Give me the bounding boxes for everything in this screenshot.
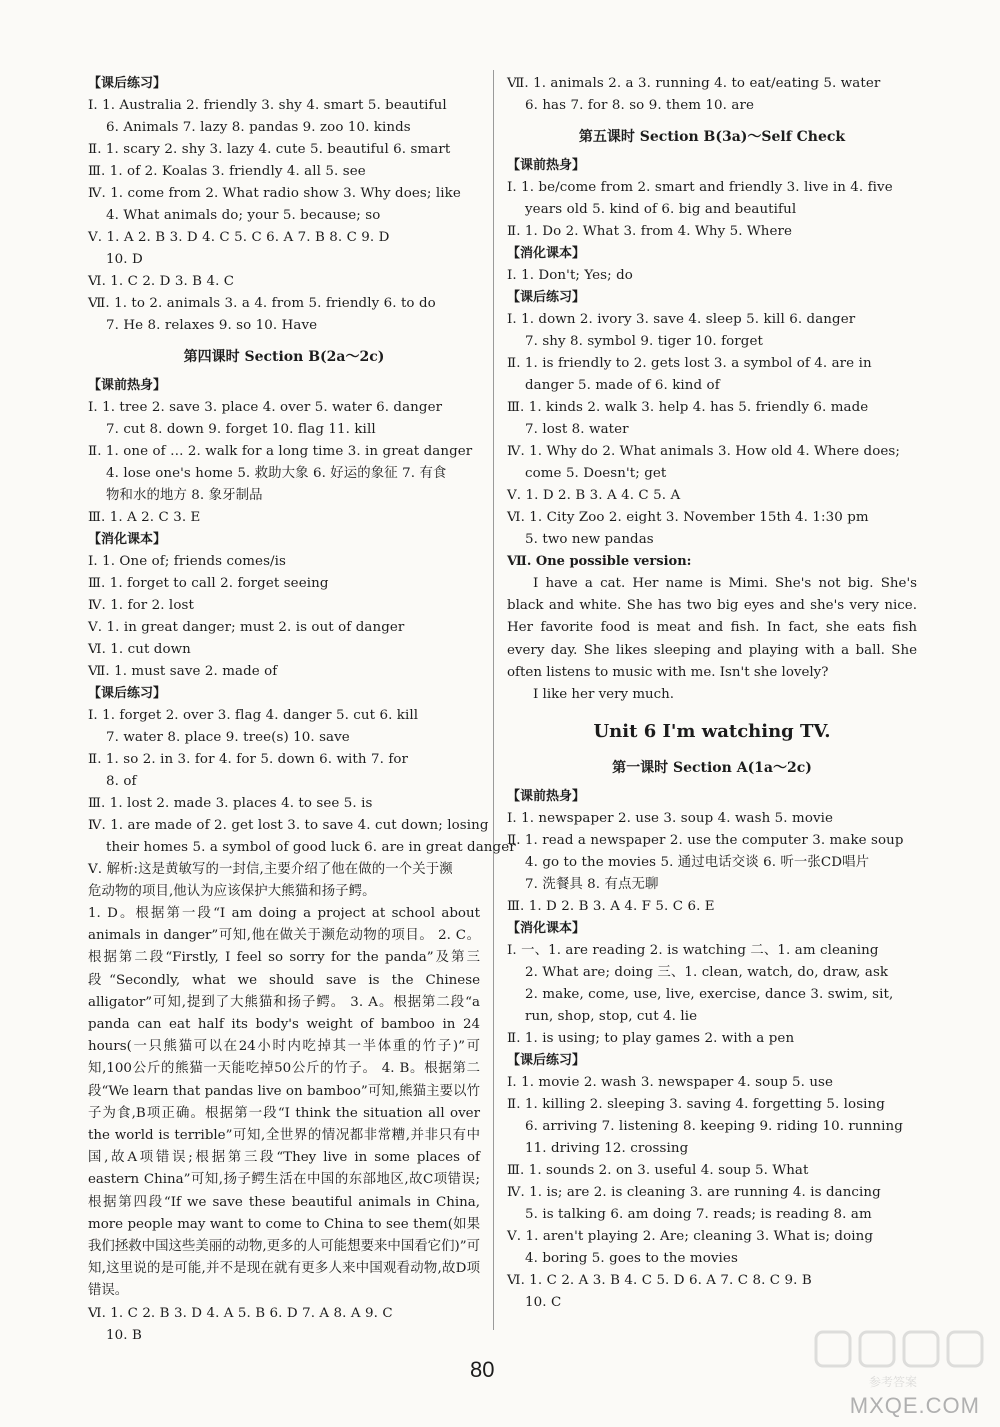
sample-essay: I have a cat. Her name is Mimi. She's not big. She's black and white. She has two big eyes and she's very nice. Her favorite food is meat and fish. In fact, she eats fish every day. She likes sleeping and playing with a ball. She often listens to music with me. Isn't she lovely? xyxy=(507,576,917,680)
answer-line: Ⅱ. 1. scary 2. shy 3. lazy 4. cute 5. beautiful 6. smart xyxy=(88,142,451,157)
answer-line: Ⅳ. 1. are made of 2. get lost 3. to save 4. cut down; losing xyxy=(88,818,489,833)
answer-line: 6. Animals 7. lazy 8. pandas 9. zoo 10. kinds xyxy=(106,120,411,135)
answer-line: Ⅲ. 1. kinds 2. walk 3. help 4. has 5. friendly 6. made xyxy=(507,400,869,415)
answer-line: Ⅵ. 1. C 2. A 3. B 4. C 5. D 6. A 7. C 8. C 9. B xyxy=(507,1273,812,1289)
answer-line: Ⅴ. 1. A 2. B 3. D 4. C 5. C 6. A 7. B 8. C 9. D xyxy=(88,230,390,245)
answer-line: 7. cut 8. down 9. forget 10. flag 11. kill xyxy=(106,422,376,437)
answer-line: 7. He 8. relaxes 9. so 10. Have xyxy=(106,318,318,333)
answer-line: Ⅵ. 1. C 2. B 3. D 4. A 5. B 6. D 7. A 8. A 9. C xyxy=(88,1305,393,1321)
answer-line: Ⅲ. 1. sounds 2. on 3. useful 4. soup 5. What xyxy=(507,1163,809,1179)
answer-line: 5. two new pandas xyxy=(525,532,654,547)
answer-line: Ⅵ. 1. City Zoo 2. eight 3. November 15th 4. 1:30 pm xyxy=(507,510,869,525)
answer-line: 10. B xyxy=(106,1327,142,1343)
left-answer-lines xyxy=(88,73,516,903)
answer-line: 11. driving 12. crossing xyxy=(525,1141,689,1157)
answer-line: Ⅵ. 1. cut down xyxy=(88,642,191,657)
section-header: 【课前热身】 xyxy=(88,378,167,393)
section-header: 【课前热身】 xyxy=(507,158,586,173)
answer-line: Ⅶ. 1. must save 2. made of xyxy=(88,664,278,679)
answer-line: 7. 洗餐具 8. 有点无聊 xyxy=(525,877,659,893)
answer-line: 7. shy 8. symbol 9. tiger 10. forget xyxy=(525,334,763,349)
answer-line: Ⅰ. 1. newspaper 2. use 3. soup 4. wash 5. movie xyxy=(507,811,834,827)
answer-line: Ⅳ. 1. Why do 2. What animals 3. How old 4. Where does; xyxy=(507,444,900,459)
answer-line: Ⅱ. 1. Do 2. What 3. from 4. Why 5. Where xyxy=(507,224,793,239)
answer-line: 7. lost 8. water xyxy=(525,422,629,437)
answer-line: Ⅲ. 1. D 2. B 3. A 4. F 5. C 6. E xyxy=(507,899,715,915)
answer-line: Ⅴ. 1. D 2. B 3. A 4. C 5. A xyxy=(507,488,681,503)
answer-line: Ⅶ. One possible version: xyxy=(507,554,692,569)
answer-line: Ⅲ. 1. of 2. Koalas 3. friendly 4. all 5. see xyxy=(88,164,366,179)
column-divider xyxy=(493,70,494,1330)
answer-line: 4. What animals do; your 5. because; so xyxy=(106,208,381,223)
answer-line: Ⅱ. 1. read a newspaper 2. use the computer 3. make soup xyxy=(507,833,904,849)
answer-line: Ⅲ. 1. A 2. C 3. E xyxy=(88,510,201,525)
answer-line: 10. C xyxy=(525,1295,562,1311)
section-header: 【消化课本】 xyxy=(88,532,167,547)
section-header: 【消化课本】 xyxy=(507,246,586,261)
sample-essay-end: I like her very much. xyxy=(533,687,675,703)
left-tail-lines xyxy=(88,1303,480,1347)
answer-line: 10. D xyxy=(106,252,143,267)
answer-line: their homes 5. a symbol of good luck 6. are in great danger xyxy=(106,840,516,855)
answer-line: 2. What are; doing 三、1. clean, watch, do, draw, ask xyxy=(525,965,889,981)
answer-line: Ⅱ. 1. is friendly to 2. gets lost 3. a symbol of 4. are in xyxy=(507,356,872,371)
lesson-title: 第五课时 Section B(3a)～Self Check xyxy=(578,129,846,145)
answer-line: Ⅰ. 1. tree 2. save 3. place 4. over 5. water 6. danger xyxy=(88,400,443,415)
answer-line: 2. make, come, use, live, exercise, dance 3. swim, sit, xyxy=(525,987,894,1003)
section-header: 【课前热身】 xyxy=(507,789,586,805)
answer-line: 6. arriving 7. listening 8. keeping 9. riding 10. running xyxy=(525,1119,903,1135)
answer-line: Ⅲ. 1. lost 2. made 3. places 4. to see 5. is xyxy=(88,796,373,811)
answer-line: Ⅰ. 1. down 2. ivory 3. save 4. sleep 5. kill 6. danger xyxy=(507,312,856,327)
answer-line: Ⅱ. 1. one of … 2. walk for a long time 3. in great danger xyxy=(88,444,473,459)
page-number: 80 xyxy=(470,1357,495,1382)
answer-line: Ⅳ. 1. is; are 2. is cleaning 3. are running 4. is dancing xyxy=(507,1185,881,1201)
section-header: 【课后练习】 xyxy=(507,1053,586,1069)
answer-line: run, shop, stop, cut 4. lie xyxy=(525,1009,698,1025)
answer-line: Ⅰ. 一、1. are reading 2. is watching 二、1. am cleaning xyxy=(507,943,879,959)
left-column xyxy=(88,73,516,1347)
answer-line: Ⅰ. 1. forget 2. over 3. flag 4. danger 5. cut 6. kill xyxy=(88,708,419,723)
answer-line: Ⅰ. 1. movie 2. wash 3. newspaper 4. soup 5. use xyxy=(507,1075,834,1091)
section-header: 【课后练习】 xyxy=(88,76,167,91)
answer-line: Ⅶ. 1. to 2. animals 3. a 4. from 5. friendly 6. to do xyxy=(88,296,436,311)
answer-line: Ⅰ. 1. One of; friends comes/is xyxy=(88,554,287,569)
answer-line: 4. go to the movies 5. 通过电话交谈 6. 听一张CD唱片 xyxy=(525,855,870,871)
answer-line: 8. of xyxy=(106,774,137,789)
answer-line: Ⅵ. 1. C 2. D 3. B 4. C xyxy=(88,274,235,289)
answer-line: 7. water 8. place 9. tree(s) 10. save xyxy=(106,730,350,745)
answer-line: Ⅱ. 1. killing 2. sleeping 3. saving 4. forgetting 5. losing xyxy=(507,1097,885,1113)
answer-line: Ⅶ. 1. animals 2. a 3. running 4. to eat/eating 5. water xyxy=(507,76,881,91)
answer-line: Ⅳ. 1. for 2. lost xyxy=(88,598,194,613)
lesson-title: 第四课时 Section B(2a～2c) xyxy=(183,349,385,365)
section-header: 【课后练习】 xyxy=(88,686,167,701)
lesson-title: 第一课时 Section A(1a～2c) xyxy=(612,760,812,777)
unit6-answer-lines xyxy=(507,756,917,1314)
watermark-caption: 参考答案 xyxy=(868,1375,918,1389)
answer-line: Ⅰ. 1. be/come from 2. smart and friendly 3. live in 4. five xyxy=(507,180,893,195)
answer-line: 5. is talking 6. am doing 7. reads; is reading 8. am xyxy=(525,1207,872,1223)
right-answer-lines xyxy=(507,73,917,573)
answer-line: Ⅱ. 1. is using; to play games 2. with a pen xyxy=(507,1031,795,1047)
answer-line: Ⅲ. 1. forget to call 2. forget seeing xyxy=(88,576,329,591)
answer-line: 4. lose one's home 5. 救助大象 6. 好运的象征 7. 有食 xyxy=(106,466,447,481)
answer-line: Ⅰ. 1. Australia 2. friendly 3. shy 4. smart 5. beautiful xyxy=(88,98,447,113)
answer-line: Ⅴ. 1. in great danger; must 2. is out of danger xyxy=(88,620,405,635)
watermark-text: MXQE.COM xyxy=(849,1393,980,1418)
answer-line: Ⅳ. 1. come from 2. What radio show 3. Why does; like xyxy=(88,186,461,201)
answer-line: Ⅴ. 解析:这是黄敏写的一封信,主要介绍了他在做的一个关于濒 xyxy=(88,862,453,877)
answer-line: years old 5. kind of 6. big and beautiful xyxy=(525,202,797,217)
reading-explanation: 1. D。根据第一段“I am doing a project at school about animals in danger”可知,他在做关于濒危动物的项目。 2. C。根据第二段“Firstly, I feel so sorry for the panda”及第三段“Secondly, what we should save is the Chinese alligator”可知,提到了大熊猫和扬子鳄。 3. A。根据第二段“a panda can eat half its body's weight of bamboo in 24 hours(一只熊猫可以在24小时内吃掉其一半体重的竹子)”可知,100公斤的熊猫一天能吃掉50公斤的竹子。 4. B。根据第二段“We learn that pandas live on bamboo”可知,熊猫主要以竹子为食,B项正确。根据第一段“I think the situation all over the world is terrible”可知,全世界的情况都非常糟,并非只有中国,故A项错误;根据第三段“They live in some places of eastern China”可知,扬子鳄生活在中国的东部地区,故C项错误;根据第四段“If we save these beautiful animals in China, more people may want to come to China to see them(如果我们拯救中国这些美丽的动物,更多的人可能想要来中国看它们)”可知,这里说的是可能,并不是现在就有更多人来中国观看动物,故D项错误。 xyxy=(88,906,480,1299)
right-column xyxy=(507,73,917,1314)
answer-line: 物和水的地方 8. 象牙制品 xyxy=(106,488,263,503)
section-header: 【课后练习】 xyxy=(507,290,586,305)
unit-title: Unit 6 I'm watching TV. xyxy=(593,721,831,743)
answer-line: 4. boring 5. goes to the movies xyxy=(525,1251,738,1267)
answer-line: Ⅰ. 1. Don't; Yes; do xyxy=(507,268,633,283)
answer-line: 6. has 7. for 8. so 9. them 10. are xyxy=(525,98,754,113)
answer-line: Ⅱ. 1. so 2. in 3. for 4. for 5. down 6. with 7. for xyxy=(88,752,409,767)
answer-line: danger 5. made of 6. kind of xyxy=(525,378,720,393)
answer-line: 危动物的项目,他认为应该保护大熊猫和扬子鳄。 xyxy=(88,884,376,899)
answer-line: Ⅴ. 1. aren't playing 2. Are; cleaning 3. What is; doing xyxy=(507,1229,874,1245)
answer-line: come 5. Doesn't; get xyxy=(525,466,667,481)
section-header: 【消化课本】 xyxy=(507,921,586,937)
